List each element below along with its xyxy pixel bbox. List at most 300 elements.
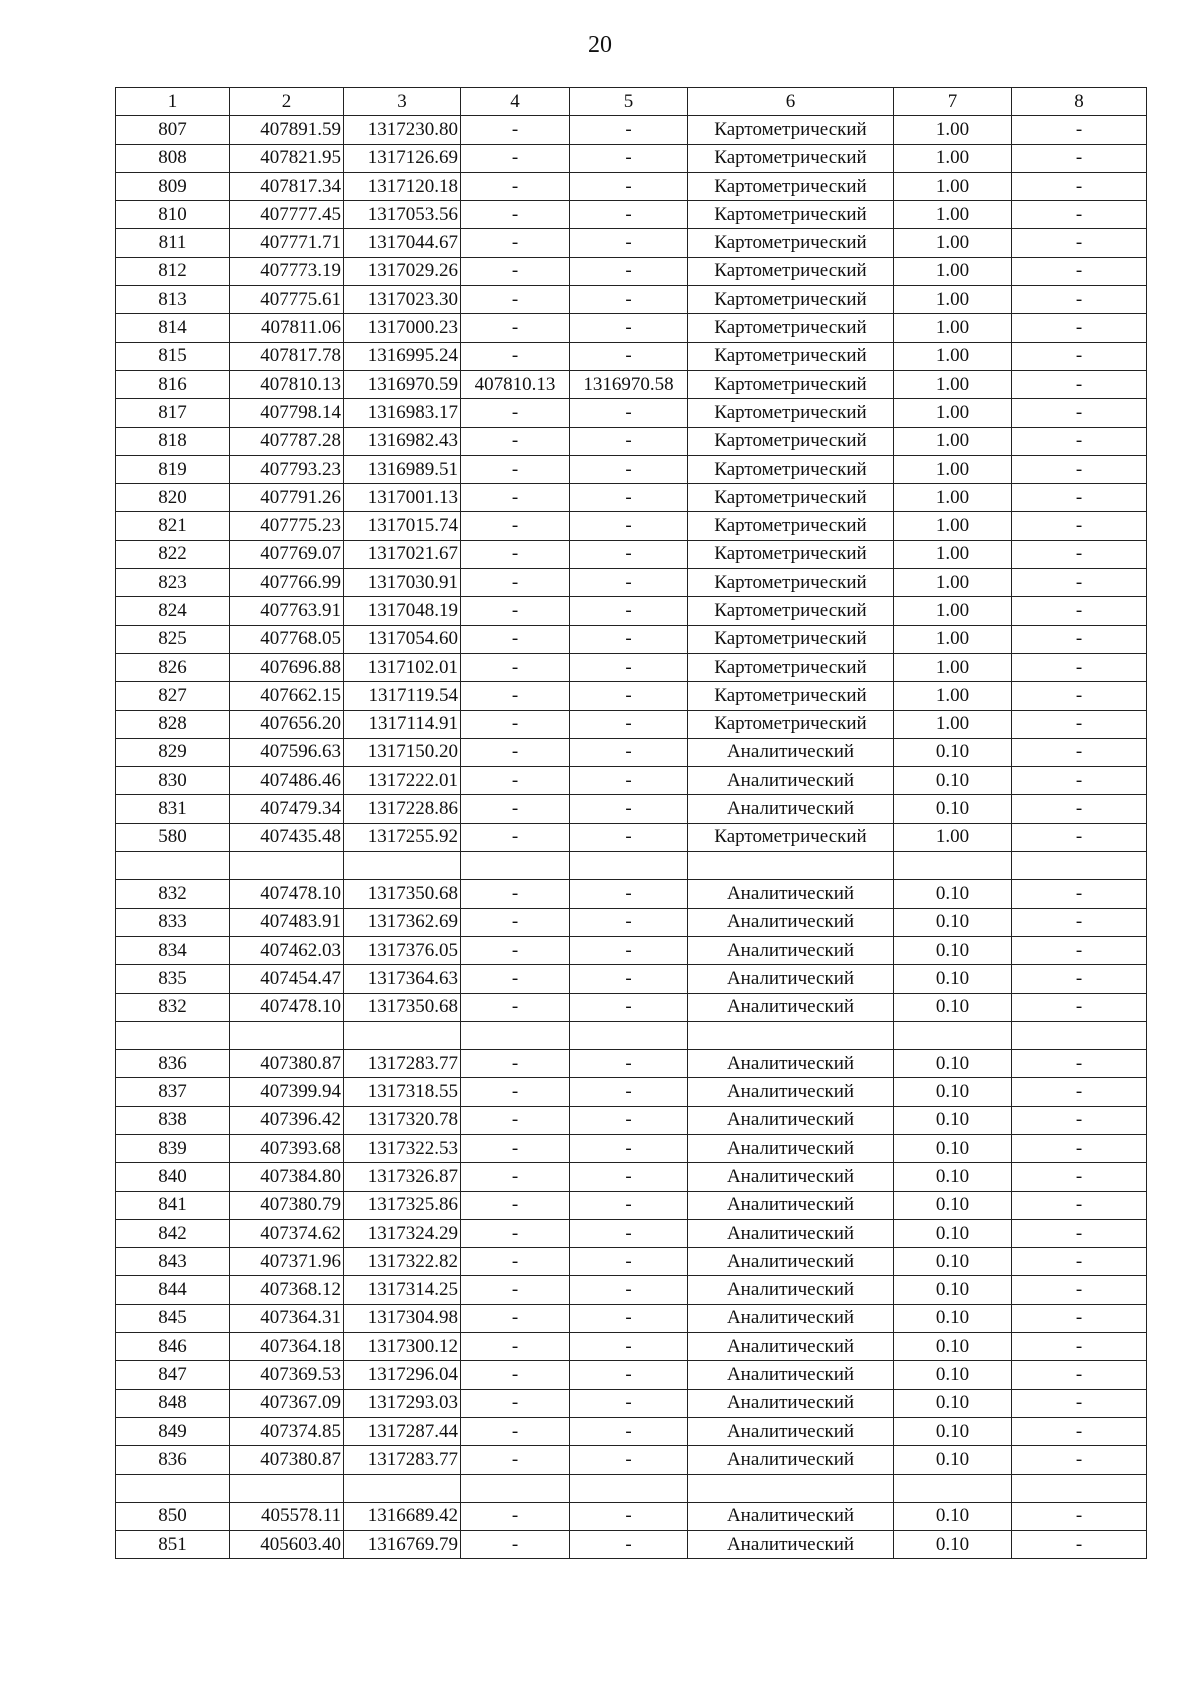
table-row <box>116 427 1147 455</box>
table-cell-col-2: 407766.99 <box>230 569 344 597</box>
table-row <box>116 144 1147 172</box>
table-cell-col-3: 1317304.98 <box>344 1304 461 1332</box>
table-cell-col-1: 836 <box>116 1446 230 1474</box>
table-cell-col-1: 842 <box>116 1219 230 1247</box>
table-cell-col-5: - <box>570 201 688 229</box>
table-cell-col-8: - <box>1012 1106 1147 1134</box>
table-cell-col-5: - <box>570 172 688 200</box>
table-cell-col-4: - <box>461 908 570 936</box>
table-cell-col-8: - <box>1012 1304 1147 1332</box>
table-cell-col-7: 1.00 <box>894 342 1012 370</box>
table-cell-col-1: 814 <box>116 314 230 342</box>
table-cell-col-2: 407367.09 <box>230 1389 344 1417</box>
table-cell-col-7: 1.00 <box>894 823 1012 851</box>
table-cell-col-6: Аналитический <box>688 1050 894 1078</box>
table-cell-col-3: 1317126.69 <box>344 144 461 172</box>
table-cell-col-4: - <box>461 682 570 710</box>
table-cell-col-7: 1.00 <box>894 399 1012 427</box>
table-cell-col-4: - <box>461 880 570 908</box>
table-cell-col-6: Аналитический <box>688 936 894 964</box>
table-cell-col-4: - <box>461 484 570 512</box>
table-cell-col-8: - <box>1012 1078 1147 1106</box>
table-cell-col-5: - <box>570 427 688 455</box>
table-cell-col-6: Картометрический <box>688 229 894 257</box>
table-cell-col-1: 811 <box>116 229 230 257</box>
table-cell-col-8: - <box>1012 427 1147 455</box>
table-cell-col-7: 1.00 <box>894 512 1012 540</box>
table-cell-col-1: 818 <box>116 427 230 455</box>
table-cell-col-3 <box>344 1474 461 1502</box>
table-cell-col-4: - <box>461 512 570 540</box>
table-cell-col-2: 407454.47 <box>230 965 344 993</box>
table-cell-col-8: - <box>1012 342 1147 370</box>
table-cell-col-5: - <box>570 823 688 851</box>
table-cell-col-8: - <box>1012 823 1147 851</box>
table-cell-col-5: - <box>570 286 688 314</box>
table-cell-col-5: - <box>570 257 688 285</box>
table-cell-col-2: 407371.96 <box>230 1248 344 1276</box>
table-cell-col-1: 834 <box>116 936 230 964</box>
table-cell-col-7: 0.10 <box>894 1078 1012 1106</box>
table-row <box>116 455 1147 483</box>
table-cell-col-8: - <box>1012 936 1147 964</box>
table-cell-col-2: 407374.62 <box>230 1219 344 1247</box>
table-cell-col-4: - <box>461 1191 570 1219</box>
table-cell-col-4: - <box>461 1163 570 1191</box>
table-cell-col-8: - <box>1012 795 1147 823</box>
table-cell-col-7: 1.00 <box>894 116 1012 144</box>
table-cell-col-6: Картометрический <box>688 682 894 710</box>
table-cell-col-6: Аналитический <box>688 965 894 993</box>
table-row <box>116 1304 1147 1332</box>
table-cell-col-4: - <box>461 257 570 285</box>
table-cell-col-6: Картометрический <box>688 569 894 597</box>
table-cell-col-6: Картометрический <box>688 144 894 172</box>
table-cell-col-3: 1317362.69 <box>344 908 461 936</box>
table-cell-col-6: Картометрический <box>688 427 894 455</box>
table-row <box>116 229 1147 257</box>
table-cell-col-7: 0.10 <box>894 767 1012 795</box>
table-cell-col-8: - <box>1012 116 1147 144</box>
table-cell-col-3 <box>344 1021 461 1049</box>
table-cell-col-7: 1.00 <box>894 286 1012 314</box>
table-cell-col-6: Картометрический <box>688 540 894 568</box>
table-cell-col-1: 807 <box>116 116 230 144</box>
table-cell-col-3: 1316970.59 <box>344 370 461 398</box>
table-cell-col-3: 1317322.82 <box>344 1248 461 1276</box>
table-cell-col-4 <box>461 1474 570 1502</box>
column-header-4: 4 <box>461 88 570 116</box>
table-cell-col-7: 1.00 <box>894 144 1012 172</box>
table-cell-col-7 <box>894 1021 1012 1049</box>
table-cell-col-1: 831 <box>116 795 230 823</box>
table-cell-col-6: Картометрический <box>688 314 894 342</box>
table-cell-col-8: - <box>1012 965 1147 993</box>
table-cell-col-2: 407596.63 <box>230 738 344 766</box>
table-cell-col-4: - <box>461 823 570 851</box>
table-row <box>116 399 1147 427</box>
table-cell-col-1: 820 <box>116 484 230 512</box>
table-cell-col-3: 1317283.77 <box>344 1446 461 1474</box>
table-cell-col-7: 0.10 <box>894 1106 1012 1134</box>
table-cell-col-7: 0.10 <box>894 1531 1012 1559</box>
table-row <box>116 1417 1147 1445</box>
table-cell-col-6: Аналитический <box>688 1276 894 1304</box>
table-cell-col-5: - <box>570 767 688 795</box>
table-cell-col-8: - <box>1012 908 1147 936</box>
table-cell-col-4: - <box>461 710 570 738</box>
table-cell-col-5: - <box>570 1304 688 1332</box>
table-cell-col-2: 407435.48 <box>230 823 344 851</box>
table-cell-col-3: 1317023.30 <box>344 286 461 314</box>
table-cell-col-2: 407817.78 <box>230 342 344 370</box>
table-cell-col-8: - <box>1012 1417 1147 1445</box>
table-row <box>116 1446 1147 1474</box>
table-cell-col-1: 840 <box>116 1163 230 1191</box>
table-cell-col-8: - <box>1012 1191 1147 1219</box>
table-cell-col-6: Картометрический <box>688 257 894 285</box>
table-cell-col-2: 405578.11 <box>230 1502 344 1530</box>
table-row <box>116 908 1147 936</box>
table-cell-col-4: - <box>461 1276 570 1304</box>
table-cell-col-1: 808 <box>116 144 230 172</box>
table-row <box>116 540 1147 568</box>
table-cell-col-1: 829 <box>116 738 230 766</box>
table-row <box>116 1333 1147 1361</box>
table-cell-col-8: - <box>1012 370 1147 398</box>
table-cell-col-4: - <box>461 1248 570 1276</box>
table-cell-col-7: 1.00 <box>894 172 1012 200</box>
table-cell-col-7: 1.00 <box>894 597 1012 625</box>
table-cell-col-4: - <box>461 1333 570 1361</box>
separator-row <box>116 1021 1147 1049</box>
table-cell-col-4 <box>461 1021 570 1049</box>
table-cell-col-4: - <box>461 597 570 625</box>
table-cell-col-2 <box>230 1021 344 1049</box>
table-cell-col-2: 407364.31 <box>230 1304 344 1332</box>
table-cell-col-7: 0.10 <box>894 965 1012 993</box>
table-cell-col-3: 1316989.51 <box>344 455 461 483</box>
table-cell-col-5: - <box>570 597 688 625</box>
table-cell-col-5: - <box>570 1502 688 1530</box>
table-cell-col-3: 1317300.12 <box>344 1333 461 1361</box>
table-cell-col-6: Картометрический <box>688 710 894 738</box>
table-cell-col-3: 1317287.44 <box>344 1417 461 1445</box>
table-cell-col-1: 823 <box>116 569 230 597</box>
table-cell-col-3: 1317044.67 <box>344 229 461 257</box>
table-cell-col-1: 819 <box>116 455 230 483</box>
column-header-3: 3 <box>344 88 461 116</box>
table-cell-col-3: 1317376.05 <box>344 936 461 964</box>
table-cell-col-6 <box>688 1474 894 1502</box>
table-cell-col-3: 1317030.91 <box>344 569 461 597</box>
column-header-7: 7 <box>894 88 1012 116</box>
table-cell-col-6: Аналитический <box>688 1417 894 1445</box>
table-cell-col-5: - <box>570 993 688 1021</box>
table-cell-col-5: - <box>570 710 688 738</box>
table-cell-col-5 <box>570 1021 688 1049</box>
table-cell-col-3: 1317350.68 <box>344 880 461 908</box>
table-cell-col-4: - <box>461 540 570 568</box>
table-cell-col-2: 407793.23 <box>230 455 344 483</box>
table-row <box>116 1106 1147 1134</box>
table-cell-col-5: - <box>570 965 688 993</box>
table-cell-col-8 <box>1012 852 1147 880</box>
table-cell-col-1: 833 <box>116 908 230 936</box>
table-cell-col-2: 407478.10 <box>230 880 344 908</box>
table-cell-col-6: Аналитический <box>688 1333 894 1361</box>
table-cell-col-8: - <box>1012 314 1147 342</box>
table-cell-col-3: 1317322.53 <box>344 1134 461 1162</box>
table-cell-col-2: 407656.20 <box>230 710 344 738</box>
table-cell-col-8: - <box>1012 738 1147 766</box>
table-row <box>116 116 1147 144</box>
table-cell-col-8: - <box>1012 1276 1147 1304</box>
table-cell-col-4: - <box>461 172 570 200</box>
table-cell-col-5: - <box>570 1078 688 1106</box>
table-cell-col-6: Аналитический <box>688 1163 894 1191</box>
table-cell-col-4: - <box>461 427 570 455</box>
table-cell-col-5: - <box>570 1219 688 1247</box>
table-cell-col-5: - <box>570 738 688 766</box>
table-cell-col-4: - <box>461 1389 570 1417</box>
table-cell-col-4: - <box>461 201 570 229</box>
table-cell-col-8: - <box>1012 229 1147 257</box>
table-cell-col-5: - <box>570 512 688 540</box>
table-cell-col-3: 1317324.29 <box>344 1219 461 1247</box>
table-body <box>116 116 1147 1559</box>
table-cell-col-3: 1317029.26 <box>344 257 461 285</box>
table-row <box>116 710 1147 738</box>
table-cell-col-5: - <box>570 1106 688 1134</box>
table-cell-col-7: 0.10 <box>894 1163 1012 1191</box>
table-cell-col-1: 826 <box>116 653 230 681</box>
table-cell-col-2: 407483.91 <box>230 908 344 936</box>
table-cell-col-1: 830 <box>116 767 230 795</box>
table-cell-col-1: 809 <box>116 172 230 200</box>
table-cell-col-3: 1317102.01 <box>344 653 461 681</box>
table-cell-col-7: 0.10 <box>894 880 1012 908</box>
table-cell-col-7: 1.00 <box>894 682 1012 710</box>
table-cell-col-5: - <box>570 1361 688 1389</box>
table-cell-col-6: Картометрический <box>688 201 894 229</box>
table-cell-col-2: 407777.45 <box>230 201 344 229</box>
table-cell-col-2: 407791.26 <box>230 484 344 512</box>
table-cell-col-5: - <box>570 144 688 172</box>
table-cell-col-4: 407810.13 <box>461 370 570 398</box>
table-cell-col-2: 407763.91 <box>230 597 344 625</box>
table-cell-col-1: 821 <box>116 512 230 540</box>
column-header-5: 5 <box>570 88 688 116</box>
table-cell-col-1 <box>116 852 230 880</box>
column-header-6: 6 <box>688 88 894 116</box>
table-cell-col-3: 1316982.43 <box>344 427 461 455</box>
table-cell-col-2: 407817.34 <box>230 172 344 200</box>
table-row <box>116 682 1147 710</box>
table-cell-col-8: - <box>1012 710 1147 738</box>
table-row <box>116 653 1147 681</box>
table-cell-col-3: 1317314.25 <box>344 1276 461 1304</box>
table-cell-col-7: 1.00 <box>894 625 1012 653</box>
table-row <box>116 314 1147 342</box>
table-cell-col-3: 1317015.74 <box>344 512 461 540</box>
table-cell-col-8: - <box>1012 993 1147 1021</box>
table-cell-col-5: - <box>570 1531 688 1559</box>
table-cell-col-8: - <box>1012 512 1147 540</box>
table-cell-col-7: 0.10 <box>894 1389 1012 1417</box>
table-row <box>116 1361 1147 1389</box>
table-cell-col-1 <box>116 1021 230 1049</box>
table-cell-col-7: 0.10 <box>894 1333 1012 1361</box>
table-cell-col-6: Аналитический <box>688 993 894 1021</box>
table-cell-col-1: 815 <box>116 342 230 370</box>
table-cell-col-6: Картометрический <box>688 653 894 681</box>
table-cell-col-7: 1.00 <box>894 455 1012 483</box>
table-cell-col-1: 844 <box>116 1276 230 1304</box>
table-cell-col-1: 812 <box>116 257 230 285</box>
table-cell-col-5: - <box>570 229 688 257</box>
table-cell-col-8: - <box>1012 1531 1147 1559</box>
table-cell-col-5: - <box>570 1163 688 1191</box>
table-row <box>116 1050 1147 1078</box>
table-cell-col-1: 837 <box>116 1078 230 1106</box>
table-cell-col-5: - <box>570 625 688 653</box>
table-cell-col-1: 845 <box>116 1304 230 1332</box>
table-row <box>116 1531 1147 1559</box>
table-cell-col-8: - <box>1012 1050 1147 1078</box>
table-cell-col-8: - <box>1012 1248 1147 1276</box>
table-cell-col-5: - <box>570 936 688 964</box>
table-cell-col-4: - <box>461 116 570 144</box>
table-cell-col-5: - <box>570 484 688 512</box>
table-cell-col-2: 407479.34 <box>230 795 344 823</box>
table-cell-col-8: - <box>1012 569 1147 597</box>
table-cell-col-8: - <box>1012 1502 1147 1530</box>
table-cell-col-5: - <box>570 1389 688 1417</box>
table-cell-col-4: - <box>461 1531 570 1559</box>
table-row <box>116 1191 1147 1219</box>
table-cell-col-6: Картометрический <box>688 512 894 540</box>
table-cell-col-7: 0.10 <box>894 936 1012 964</box>
table-cell-col-2 <box>230 1474 344 1502</box>
table-cell-col-6: Картометрический <box>688 116 894 144</box>
table-row <box>116 936 1147 964</box>
table-cell-col-1: 849 <box>116 1417 230 1445</box>
table-cell-col-4: - <box>461 993 570 1021</box>
table-cell-col-5: - <box>570 1248 688 1276</box>
table-cell-col-8 <box>1012 1021 1147 1049</box>
table-cell-col-2: 407775.23 <box>230 512 344 540</box>
table-row <box>116 880 1147 908</box>
table-cell-col-7: 1.00 <box>894 569 1012 597</box>
table-cell-col-6: Картометрический <box>688 597 894 625</box>
table-cell-col-3: 1317119.54 <box>344 682 461 710</box>
table-cell-col-5: - <box>570 1417 688 1445</box>
table-cell-col-3: 1317350.68 <box>344 993 461 1021</box>
separator-row <box>116 1474 1147 1502</box>
table-cell-col-2: 407380.87 <box>230 1050 344 1078</box>
table-cell-col-7: 0.10 <box>894 1304 1012 1332</box>
table-cell-col-4: - <box>461 1219 570 1247</box>
table-cell-col-4: - <box>461 399 570 427</box>
table-cell-col-8: - <box>1012 625 1147 653</box>
table-cell-col-4: - <box>461 1417 570 1445</box>
table-cell-col-6: Аналитический <box>688 1219 894 1247</box>
table-cell-col-4: - <box>461 455 570 483</box>
table-cell-col-8: - <box>1012 1163 1147 1191</box>
table-cell-col-1: 813 <box>116 286 230 314</box>
table-cell-col-1: 817 <box>116 399 230 427</box>
table-cell-col-2: 407396.42 <box>230 1106 344 1134</box>
table-cell-col-5: - <box>570 1050 688 1078</box>
table-cell-col-5 <box>570 852 688 880</box>
table-cell-col-4: - <box>461 653 570 681</box>
table-cell-col-4: - <box>461 767 570 795</box>
table-cell-col-3: 1317320.78 <box>344 1106 461 1134</box>
table-cell-col-7: 1.00 <box>894 427 1012 455</box>
table-cell-col-2: 407374.85 <box>230 1417 344 1445</box>
table-cell-col-7: 0.10 <box>894 1361 1012 1389</box>
table-cell-col-1: 835 <box>116 965 230 993</box>
table-cell-col-4: - <box>461 342 570 370</box>
table-cell-col-3: 1317054.60 <box>344 625 461 653</box>
table-cell-col-1: 843 <box>116 1248 230 1276</box>
table-cell-col-8: - <box>1012 767 1147 795</box>
table-cell-col-7: 0.10 <box>894 738 1012 766</box>
table-cell-col-1: 850 <box>116 1502 230 1530</box>
page-number: 20 <box>588 32 612 58</box>
table-cell-col-8: - <box>1012 1361 1147 1389</box>
table-cell-col-8: - <box>1012 1389 1147 1417</box>
table-row <box>116 257 1147 285</box>
table-cell-col-6: Аналитический <box>688 1134 894 1162</box>
table-cell-col-6: Аналитический <box>688 1191 894 1219</box>
table-cell-col-4 <box>461 852 570 880</box>
table-row <box>116 1502 1147 1530</box>
table-cell-col-7: 0.10 <box>894 1502 1012 1530</box>
table-cell-col-7: 1.00 <box>894 484 1012 512</box>
table-cell-col-3: 1317001.13 <box>344 484 461 512</box>
table-cell-col-1: 836 <box>116 1050 230 1078</box>
table-cell-col-6 <box>688 1021 894 1049</box>
table-cell-col-3: 1317283.77 <box>344 1050 461 1078</box>
table-row <box>116 767 1147 795</box>
table-cell-col-5: - <box>570 342 688 370</box>
table-row <box>116 342 1147 370</box>
table-cell-col-3: 1317293.03 <box>344 1389 461 1417</box>
table-row <box>116 1219 1147 1247</box>
table-cell-col-5: - <box>570 399 688 427</box>
table-cell-col-8: - <box>1012 1134 1147 1162</box>
table-cell-col-1: 825 <box>116 625 230 653</box>
table-header <box>116 88 1147 116</box>
table-cell-col-1: 841 <box>116 1191 230 1219</box>
column-header-2: 2 <box>230 88 344 116</box>
table-row <box>116 625 1147 653</box>
table-row <box>116 512 1147 540</box>
table-cell-col-2: 407380.79 <box>230 1191 344 1219</box>
table-cell-col-6 <box>688 852 894 880</box>
table-cell-col-7: 0.10 <box>894 1248 1012 1276</box>
table-cell-col-8: - <box>1012 1333 1147 1361</box>
table-cell-col-1: 832 <box>116 880 230 908</box>
table-cell-col-2: 407798.14 <box>230 399 344 427</box>
table-cell-col-3: 1317114.91 <box>344 710 461 738</box>
table-row <box>116 286 1147 314</box>
table-cell-col-5: 1316970.58 <box>570 370 688 398</box>
table-cell-col-4: - <box>461 738 570 766</box>
table-row <box>116 738 1147 766</box>
